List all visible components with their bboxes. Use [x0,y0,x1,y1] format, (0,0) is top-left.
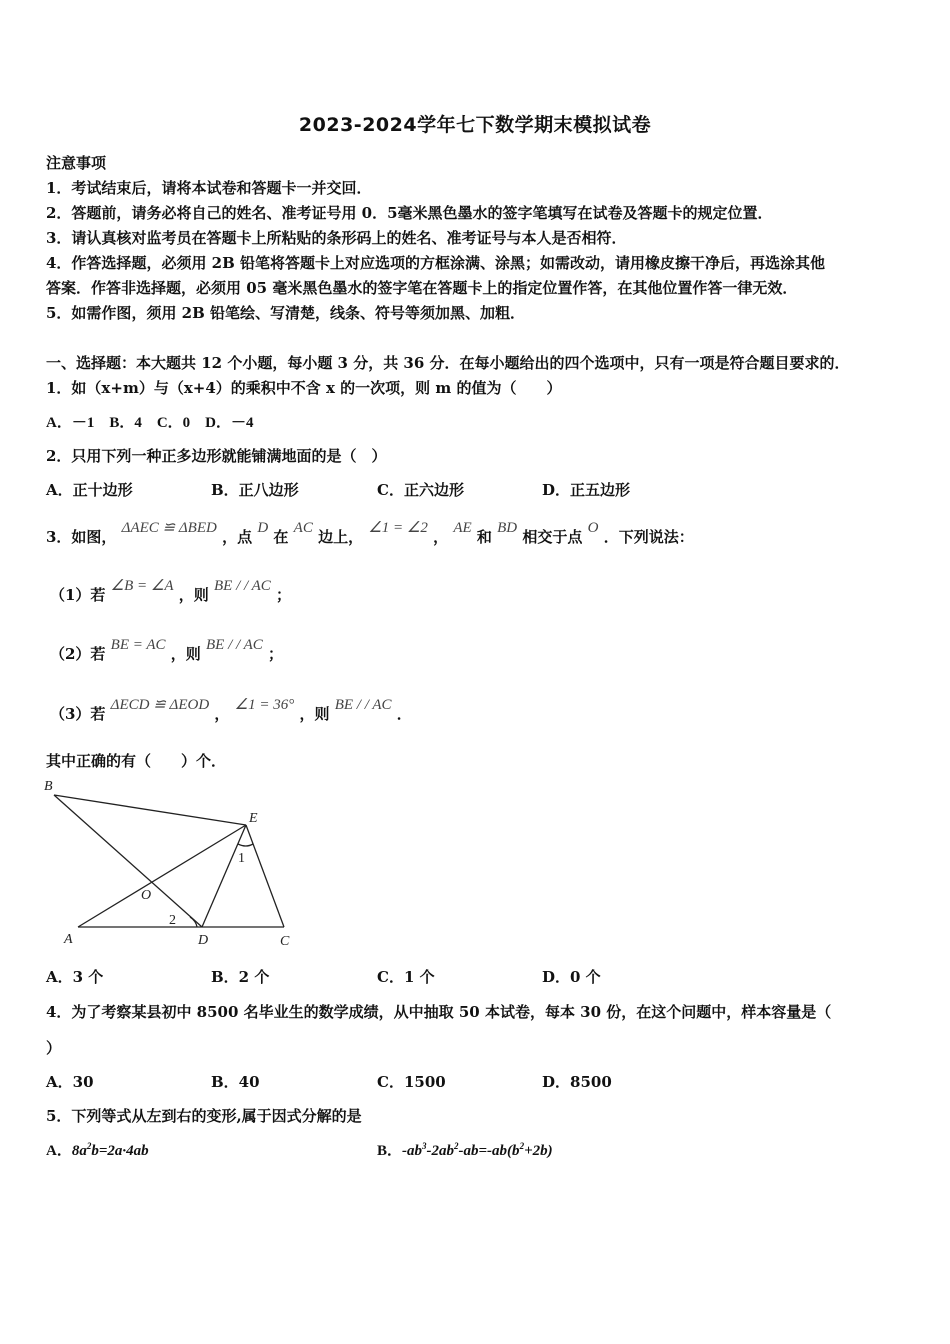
statement-label: （1）若 [50,586,106,604]
q3-statement-1 [50,578,292,605]
statement-label: （2）若 [50,645,106,663]
angle-1-arc [238,844,253,846]
q5-option-a-label: A． [46,1143,72,1159]
math-point-d: D [257,520,269,536]
math-condition: BE = AC [110,637,166,653]
math-condition: ∠B = ∠A [110,578,174,594]
q4-option-c: C．1500 [377,1073,446,1091]
q4-option-b: B．40 [211,1073,260,1091]
q2-option-a: A．正十边形 [46,481,133,499]
q3-option-b: B．2 个 [211,968,270,986]
q3-text: ， [433,528,449,546]
label-a: A [64,932,73,947]
math-angle-eq: ∠1 = ∠2 [368,520,428,536]
notice-item: 1．考试结束后，请将本试卷和答题卡一并交回． [46,179,372,197]
math-condition: ΔECD ≌ ΔEOD [110,697,210,713]
q2-option-b: B．正八边形 [211,481,299,499]
q5-option-b-label: B． [377,1143,403,1159]
q3-stem [46,520,694,547]
q1-options: A．－1 B．4 C．0 D．－4 [46,415,254,431]
q3-text: 边上， [318,528,364,546]
q3-option-a: A．3 个 [46,968,104,986]
q4-option-a: A．30 [46,1073,94,1091]
q3-question: 其中正确的有（ ）个． [46,752,227,770]
math-conclusion: BE / / AC [334,697,392,713]
q1-stem: 1．如（x+m）与（x+4）的乘积中不含 x 的一次项，则 m 的值为（ ） [46,379,562,397]
q2-option-c: C．正六边形 [377,481,464,499]
page-title: 2023-2024学年七下数学期末模拟试卷 [298,114,652,136]
math-segment-ae: AE [453,520,472,536]
notice-item: 2．答题前，请务必将自己的姓名、准考证号用 0．5毫米黑色墨水的签字笔填写在试卷及答题卡的规定位置． [46,204,773,222]
q3-prefix: 3．如图， [46,528,117,546]
statement-text: ； [276,586,292,604]
q3-option-d: D．0 个 [542,968,601,986]
segment-ed [202,825,246,927]
q3-text: ．下列说法： [603,528,694,546]
q3-text: 和 [476,528,492,546]
q3-text: ，点 [222,528,253,546]
label-d: D [198,933,209,948]
geometry-figure [40,772,310,952]
statement-label: （3）若 [50,705,106,723]
label-b: B [44,779,53,794]
statement-text: ； [268,645,284,663]
label-angle-2: 2 [169,913,176,928]
segment-ae [78,825,246,927]
q5-option-a [46,1139,149,1160]
section-heading: 一、选择题：本大题共 12 个小题，每小题 3 分，共 36 分．在每小题给出的四个选项中，只有一项是符合题目要求的． [46,354,850,372]
q5-option-a-expr: $8a^2b=2a\cdot 4ab$ [71,1141,149,1159]
q3-text: 在 [273,528,289,546]
label-angle-1: 1 [238,851,245,866]
q3-text: 相交于点 [522,528,583,546]
math-conclusion: BE / / AC [214,578,271,594]
math-point-o: O [587,520,599,536]
q5-stem: 5．下列等式从左到右的变形,属于因式分解的是 [46,1107,362,1125]
statement-text: ，则 [170,645,201,663]
notice-heading: 注意事项 [46,154,107,172]
statement-text: ． [396,705,412,723]
statement-text: ，则 [299,705,330,723]
q3-statement-3 [50,697,412,724]
q5-option-b-expr: $-ab^3-2ab^2-ab=-ab(b^2+2b)$ [402,1141,553,1159]
math-condition: ∠1 = 36° [234,697,295,713]
math-segment-bd: BD [497,520,518,536]
notice-item: 答案．作答非选择题，必须用 05 毫米黑色墨水的签字笔在答题卡上的指定位置作答，在其他位置作答一律无效． [46,279,798,297]
q3-option-c: C．1 个 [377,968,435,986]
label-c: C [280,934,290,949]
q2-option-d: D．正五边形 [542,481,631,499]
label-o: O [141,888,152,903]
segment-ec [246,825,284,927]
q2-stem: 2．只用下列一种正多边形就能铺满地面的是（ ） [46,447,387,465]
q4-option-d: D．8500 [542,1073,612,1091]
notice-item: 5．如需作图，须用 2B 铅笔绘、写清楚，线条、符号等须加黑、加粗． [46,304,525,322]
notice-item: 3．请认真核对监考员在答题卡上所粘贴的条形码上的姓名、准考证号与本人是否相符． [46,229,627,247]
math-conclusion: BE / / AC [206,637,263,653]
q4-stem-end: ） [46,1039,62,1057]
q5-option-b [377,1139,553,1160]
math-segment-ac: AC [293,520,313,536]
label-e: E [249,811,258,826]
math-congruence: ΔAEC ≌ ΔBED [121,520,217,536]
q3-statement-2 [50,637,284,664]
notice-item: 4．作答选择题，必须用 2B 铅笔将答题卡上对应选项的方框涂满、涂黑；如需改动，请用橡皮擦干净后，再选涂其他 [46,254,826,272]
statement-text: ，则 [178,586,209,604]
q4-stem: 4．为了考察某县初中 8500 名毕业生的数学成绩，从中抽取 50 本试卷，每本 30 份，在这个问题中，样本容量是（ [46,1003,832,1021]
statement-text: ， [214,705,230,723]
